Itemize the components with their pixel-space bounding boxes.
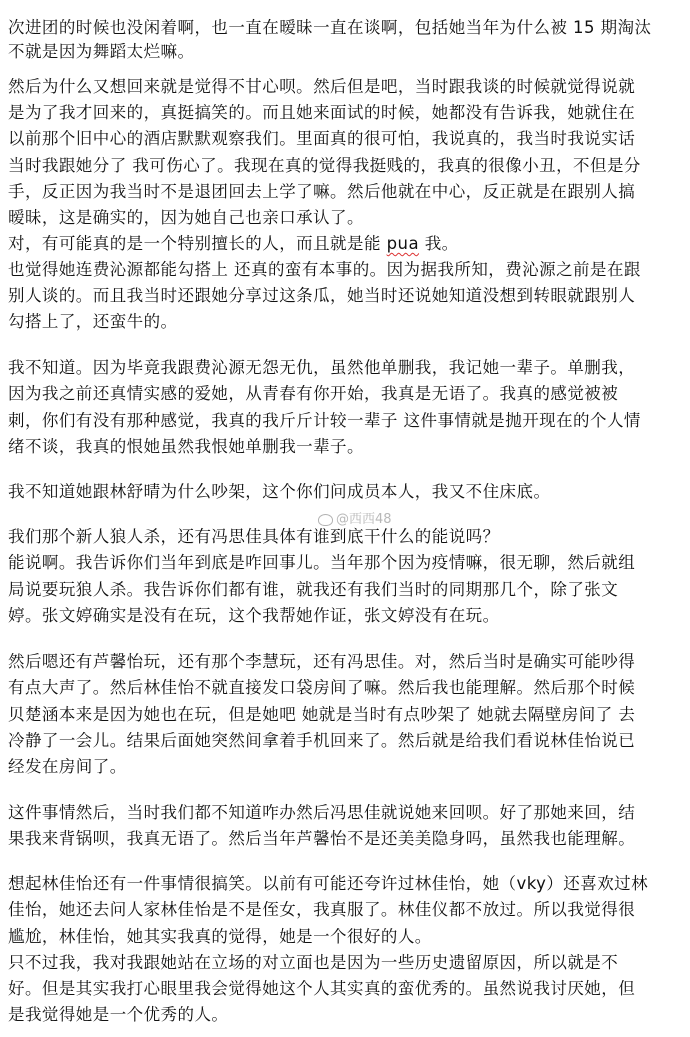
text-line: 贝楚涵本来是因为她也在玩，但是她吧 她就是当时有点吵架了 她就去隔壁房间了 去 <box>8 705 636 724</box>
text-line: 勾搭上了，还蛮牛的。 <box>8 312 178 331</box>
text-line: 不就是因为舞蹈太烂嘛。 <box>8 42 195 61</box>
text-line: 我不知道她跟林舒晴为什么吵架，这个你们问成员本人，我又不住床底。 <box>8 482 551 501</box>
text-line: 经发在房间了。 <box>8 757 127 776</box>
watermark <box>318 512 392 528</box>
text-line: 想起林佳怡还有一件事情很搞笑。以前有可能还夸许过林佳怡，她（vky）还喜欢过林 <box>8 874 649 893</box>
text-line: 我不知道。因为毕竟我跟费沁源无怨无仇，虽然他单删我，我记她一辈子。单删我， <box>8 358 636 377</box>
text-line: 能说啊。我告诉你们当年到底是咋回事儿。当年那个因为疫情嘛，很无聊，然后就组 <box>8 553 636 572</box>
text-line: 以前那个旧中心的酒店默默观察我们。里面真的很可怕，我说真的，我当时我说实话 <box>8 129 636 148</box>
text-line: 次进团的时候也没闲着啊，也一直在暧昧一直在谈啊，包括她当年为什么被 15 期淘汰 <box>8 18 652 37</box>
text-line: 然后嗯还有芦馨怡玩，还有那个李慧玩，还有冯思佳。对，然后当时是确实可能吵得 <box>8 652 636 671</box>
text-line: 刺，你们有没有那种感觉，我真的我斤斤计较一辈子 这件事情就是抛开现在的个人情 <box>8 411 641 430</box>
text-line: 当时我跟她分了 我可伤心了。我现在真的觉得我挺贱的，我真的很像小丑，不但是分 <box>8 156 641 175</box>
watermark-text: @西西48 <box>336 512 392 527</box>
text-line: 婷。张文婷确实是没有在玩，这个我帮她作证，张文婷没有在玩。 <box>8 606 500 625</box>
text-line: 因为我之前还真情实感的爱她，从青春有你开始，我真是无语了。我真的感觉被被 <box>8 384 619 403</box>
text-line: 然后为什么又想回来就是觉得不甘心呗。然后但是吧，当时跟我谈的时候就觉得说就 <box>8 77 636 96</box>
text-line: 是为了我才回来的，真挺搞笑的。而且她来面试的时候，她都没有告诉我，她就住在 <box>8 103 636 122</box>
text-line: 局说要玩狼人杀。我告诉你们都有谁，就我还有我们当时的同期那几个，除了张文 <box>8 580 619 599</box>
text-line: 绪不谈，我真的恨她虽然我恨她单删我一辈子。 <box>8 437 364 456</box>
text-line: 手，反正因为我当时不是退团回去上学了嘛。然后他就在中心，反正就是在跟别人搞 <box>8 182 636 201</box>
text-line: 冷静了一会儿。结果后面她突然间拿着手机回来了。然后就是给我们看说林佳怡说已 <box>8 731 636 750</box>
text-line: 对，有可能真的是一个特别擅长的人，而且就是能 pua 我。 <box>8 234 459 253</box>
text-line: 佳怡，她还去问人家林佳怡是不是侄女，我真服了。林佳仪都不放过。所以我觉得很 <box>8 900 636 919</box>
weibo-icon <box>318 514 333 526</box>
text-line: 别人谈的。而且我当时还跟她分享过这条瓜，她当时还说她知道没想到转眼就跟别人 <box>8 286 636 305</box>
text-line: 是我觉得她是一个优秀的人。 <box>8 1005 229 1024</box>
text-line: 也觉得她连费沁源都能勾搭上 还真的蛮有本事的。因为据我所知，费沁源之前是在跟 <box>8 260 641 279</box>
spellcheck-word: pua <box>386 234 420 253</box>
text-line: 尴尬，林佳怡，她其实我真的觉得，她是一个很好的人。 <box>8 927 432 946</box>
text-line: 这件事情然后，当时我们都不知道咋办然后冯思佳就说她来回呗。好了那她来回，结 <box>8 803 636 822</box>
text-line: 有点大声了。然后林佳怡不就直接发口袋房间了嘛。然后我也能理解。然后那个时候 <box>8 678 636 697</box>
text-line: 只不过我，我对我跟她站在立场的对立面也是因为一些历史遗留原因，所以就是不 <box>8 953 619 972</box>
text-line: 我们那个新人狼人杀，还有冯思佳具体有谁到底干什么的能说吗？ <box>8 527 500 546</box>
text-line: 暧昧，这是确实的，因为她自己也亲口承认了。 <box>8 208 364 227</box>
text-line: 好。但是其实我打心眼里我会觉得她这个人其实真的蛮优秀的。虽然说我讨厌她，但 <box>8 979 636 998</box>
text-line: 果我来背锅呗，我真无语了。然后当年芦馨怡不是还美美隐身吗，虽然我也能理解。 <box>8 829 636 848</box>
